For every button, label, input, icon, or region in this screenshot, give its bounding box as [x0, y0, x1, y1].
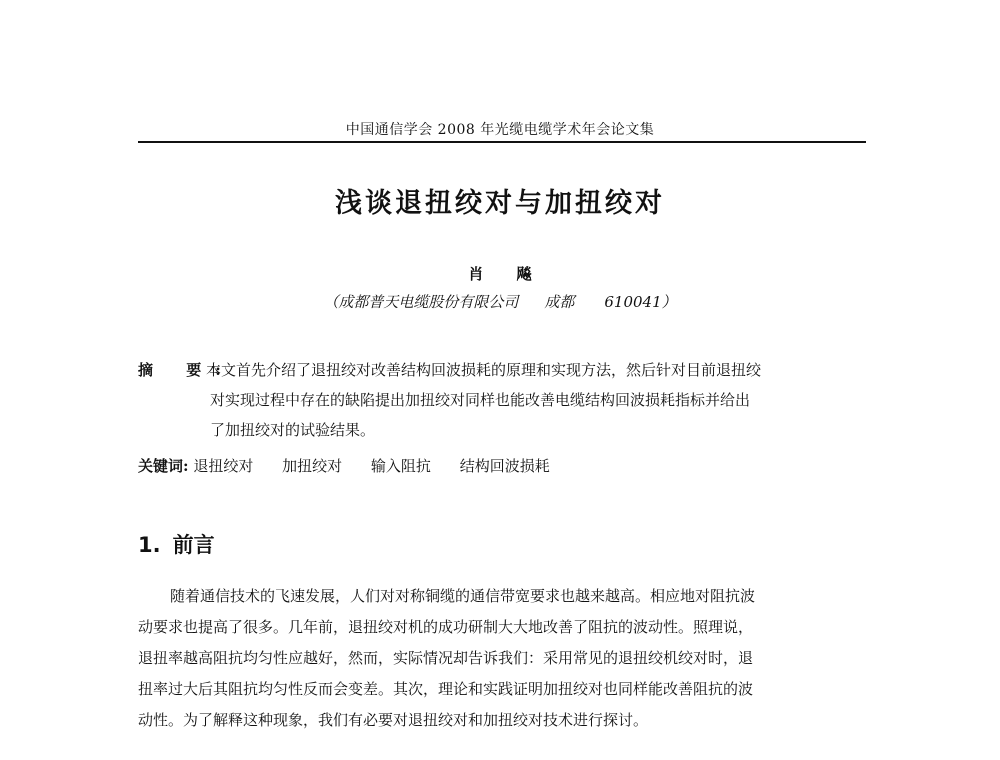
- abstract-label: 摘 要:: [138, 361, 235, 379]
- header-rule: [138, 141, 866, 143]
- paper-title: 浅谈退扭绞对与加扭绞对: [335, 188, 665, 219]
- author-affiliation: [0, 291, 1000, 312]
- body-line: 动性。为了解释这种现象，我们有必要对退扭绞对和加扭绞对技术进行探讨。: [138, 711, 649, 729]
- keyword-item: 输入阻抗: [370, 457, 431, 475]
- section-title: 前言: [172, 533, 215, 557]
- keyword-item: 结构回波损耗: [459, 457, 550, 475]
- body-line: 随着通信技术的飞速发展，人们对对称铜缆的通信带宽要求也越来越高。相应地对阻抗波: [170, 587, 756, 605]
- body-line: 退扭率越高阻抗均匀性应越好，然而，实际情况却告诉我们：采用常见的退扭绞机绞对时，退: [138, 649, 754, 667]
- body-paragraph: [138, 581, 872, 736]
- abstract-line: 本文首先介绍了退扭绞对改善结构回波损耗的原理和实现方法，然后针对目前退扭绞: [206, 361, 762, 379]
- author-name: 肖 飚: [468, 265, 546, 283]
- abstract-line: 了加扭绞对的试验结果。: [210, 421, 376, 439]
- affiliation-company: 成都普天电缆股份有限公司: [338, 293, 519, 311]
- affiliation-close-paren: ）: [661, 293, 677, 311]
- keywords: [138, 455, 878, 476]
- affiliation-postcode: 610041: [604, 293, 662, 311]
- running-header: 中国通信学会 2008 年光缆电缆学术年会论文集: [345, 122, 655, 138]
- affiliation-open-paren: （: [323, 293, 339, 311]
- section-heading: [138, 529, 215, 559]
- keyword-item: 加扭绞对: [282, 457, 343, 475]
- abstract-line: 对实现过程中存在的缺陷提出加扭绞对同样也能改善电缆结构回波损耗指标并给出: [210, 391, 751, 409]
- affiliation-city: 成都: [544, 293, 575, 311]
- body-line: 扭率过大后其阻抗均匀性反而会变差。其次，理论和实践证明加扭绞对也同样能改善阻抗的波: [138, 680, 754, 698]
- keyword-item: 退扭绞对: [193, 457, 254, 475]
- body-line: 动要求也提高了很多。几年前，退扭绞对机的成功研制大大地改善了阻抗的波动性。照理说，: [138, 618, 754, 636]
- section-number: 1.: [138, 533, 161, 557]
- keywords-label: 关键词:: [138, 457, 189, 475]
- abstract: [138, 355, 870, 445]
